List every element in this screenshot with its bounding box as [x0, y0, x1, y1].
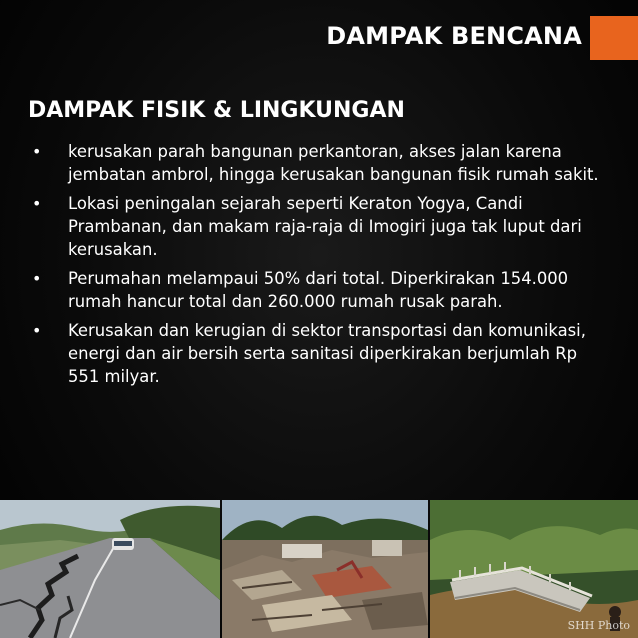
bullet-marker: •	[32, 142, 42, 161]
accent-square	[590, 16, 638, 60]
bullet-item	[28, 192, 606, 261]
section-title: DAMPAK FISIK & LINGKUNGAN	[28, 98, 405, 123]
bullet-text: kerusakan parah bangunan perkantoran, akses jalan karena jembatan ambrol, hingga kerusakan bangunan fisik rumah sakit.	[68, 142, 599, 184]
photo-strip	[0, 500, 638, 638]
bullet-text: Perumahan melampaui 50% dari total. Diperkirakan 154.000 rumah hancur total dan 260.000 rumah rusak parah.	[68, 269, 569, 311]
bullet-marker: •	[32, 269, 42, 288]
bullet-marker: •	[32, 194, 42, 213]
slide-header-title: DAMPAK BENCANA	[326, 22, 582, 50]
photo-watermark: SHH Photo	[567, 619, 630, 632]
bullet-list	[28, 140, 606, 394]
cracked-road-photo	[0, 500, 220, 638]
collapsed-bridge-photo	[430, 500, 638, 638]
bullet-text: Lokasi peningalan sejarah seperti Keraton Yogya, Candi Prambanan, dan makam raja-raja di Imogiri juga tak luput dari kerusakan.	[68, 194, 582, 259]
collapsed-houses-photo	[222, 500, 428, 638]
bullet-item	[28, 140, 606, 186]
bullet-item	[28, 267, 606, 313]
bullet-item	[28, 319, 606, 388]
bullet-text: Kerusakan dan kerugian di sektor transportasi dan komunikasi, energi dan air bersih serta sanitasi diperkirakan berjumlah Rp 551 milyar.	[68, 321, 586, 386]
bullet-marker: •	[32, 321, 42, 340]
